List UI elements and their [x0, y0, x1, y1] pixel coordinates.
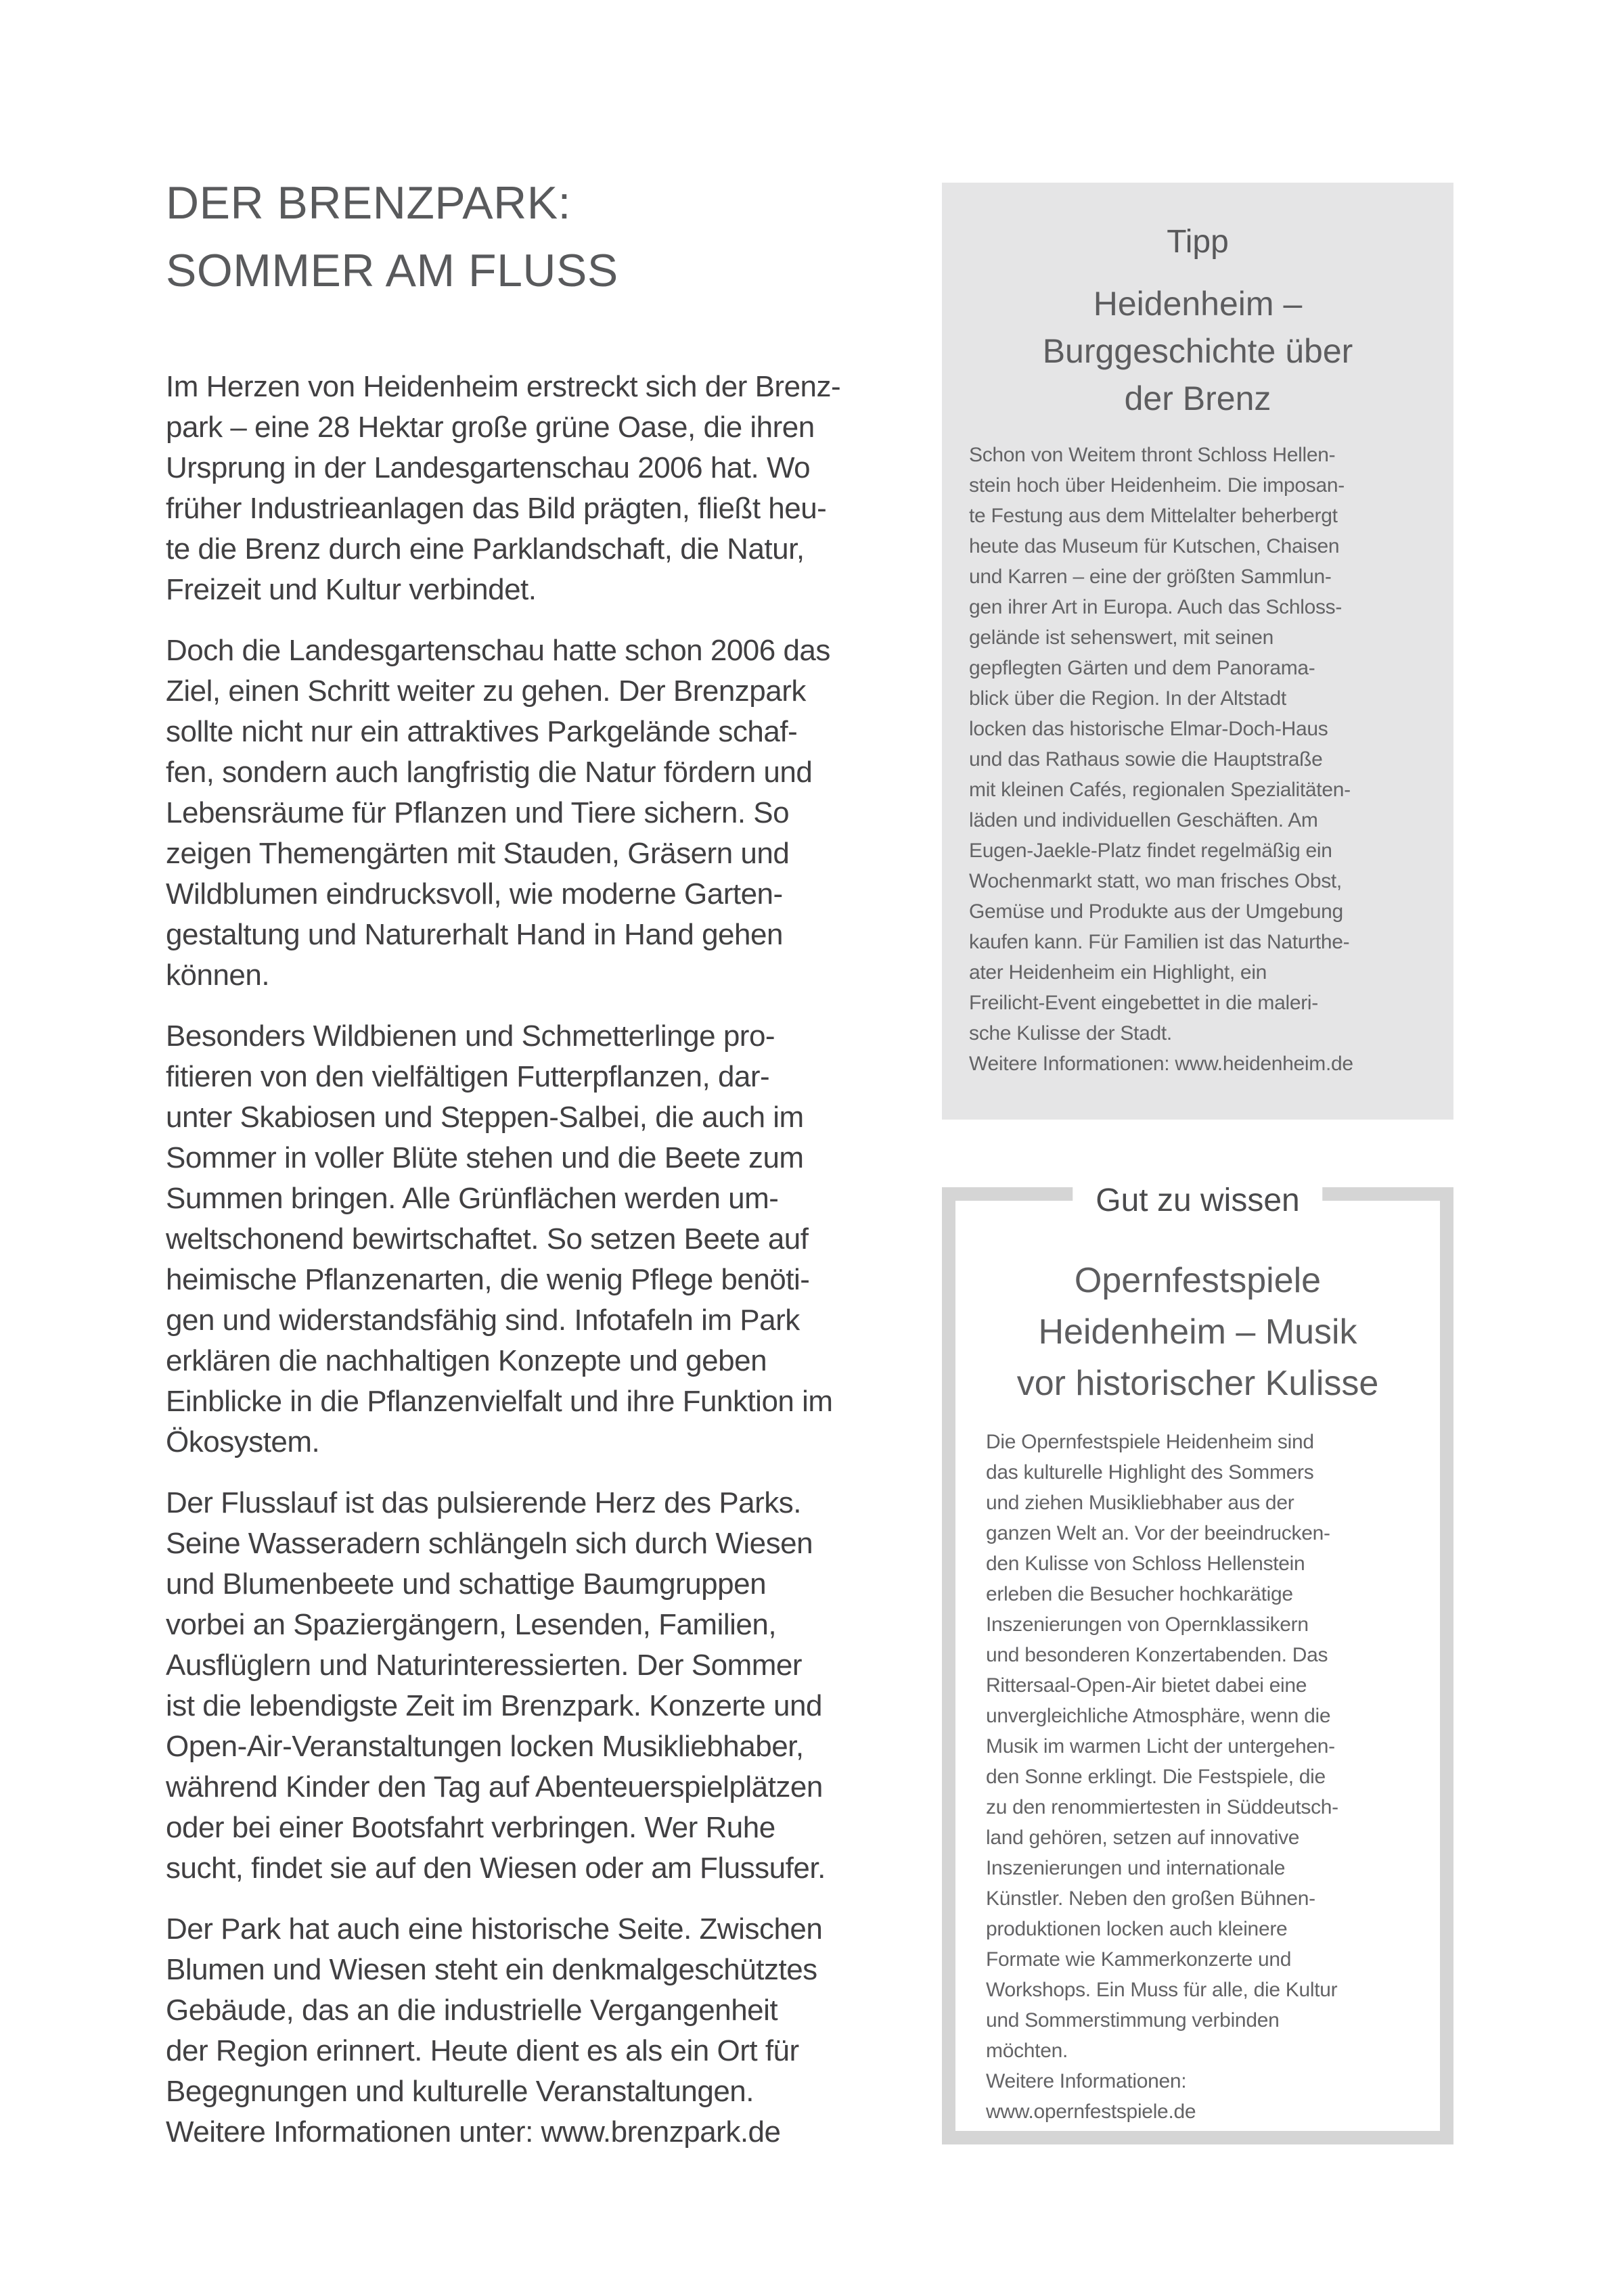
text-line: Freizeit und Kultur verbindet. — [166, 573, 537, 606]
text-line: möchten. — [986, 2040, 1068, 2062]
text-line: der Region erinnert. Heute dient es als ein Ort für — [166, 2034, 799, 2067]
text-line: sollte nicht nur ein attraktives Parkgelände schaf- — [166, 715, 798, 748]
text-line: Seine Wasseradern schlängeln sich durch Wiesen — [166, 1527, 813, 1560]
text-line: Eugen-Jaekle-Platz findet regelmäßig ein — [969, 840, 1332, 862]
text-line: Workshops. Ein Muss für alle, die Kultur — [986, 1979, 1338, 2001]
tip-box-body — [969, 440, 1426, 1079]
text-line: Besonders Wildbienen und Schmetterlinge pro- — [166, 1019, 775, 1053]
paragraph — [166, 630, 954, 996]
text-line: Wochenmarkt statt, wo man frisches Obst, — [969, 870, 1342, 892]
text-line: SOMMER AM FLUSS — [166, 245, 618, 296]
text-line: Open-Air-Veranstaltungen locken Musikliebhaber, — [166, 1730, 804, 1763]
text-line: Formate wie Kammerkonzerte und — [986, 1948, 1292, 1971]
text-line: sche Kulisse der Stadt. — [969, 1022, 1172, 1044]
text-line: Freilicht-Event eingebettet in die maleri- — [969, 992, 1318, 1014]
text-line: unter Skabiosen und Steppen-Salbei, die auch im — [166, 1101, 804, 1134]
text-line: gestaltung und Naturerhalt Hand in Hand gehen — [166, 918, 783, 951]
text-line: Ökosystem. — [166, 1425, 320, 1459]
text-line: Ausflüglern und Naturinteressierten. Der Sommer — [166, 1649, 803, 1682]
text-line: den Kulisse von Schloss Hellenstein — [986, 1553, 1305, 1575]
text-line: und Sommerstimmung verbinden — [986, 2009, 1280, 2031]
text-line: Heidenheim – Musik — [1038, 1312, 1357, 1352]
text-line: produktionen locken auch kleinere — [986, 1918, 1288, 1940]
text-line: DER BRENZPARK: — [166, 177, 571, 229]
text-line: früher Industrieanlagen das Bild prägten, fließt heu- — [166, 492, 827, 525]
text-line: unvergleichliche Atmosphäre, wenn die — [986, 1705, 1331, 1727]
text-line: und Karren – eine der größten Sammlun- — [969, 566, 1332, 588]
paragraph — [166, 1483, 954, 1889]
text-line: Die Opernfestspiele Heidenheim sind — [986, 1431, 1314, 1453]
text-line: Rittersaal-Open-Air bietet dabei eine — [986, 1674, 1307, 1697]
text-line: ist die lebendigste Zeit im Brenzpark. Konzerte und — [166, 1689, 822, 1722]
text-line: der Brenz — [1124, 380, 1271, 417]
text-line: Begegnungen und kulturelle Veranstaltungen. — [166, 2075, 754, 2108]
info-box-label: Gut zu wissen — [1073, 1175, 1322, 1226]
text-line: Musik im warmen Licht der untergehen- — [986, 1735, 1335, 1758]
text-line: Ziel, einen Schritt weiter zu gehen. Der Brenzpark — [166, 674, 806, 708]
text-line: gelände ist sehenswert, mit seinen — [969, 626, 1274, 649]
paragraph — [166, 1016, 954, 1463]
article-title — [166, 169, 954, 304]
text-line: erklären die nachhaltigen Konzepte und geben — [166, 1344, 767, 1377]
text-line: und Blumenbeete und schattige Baumgruppen — [166, 1567, 767, 1601]
text-line: heimische Pflanzenarten, die wenig Pflege benöti- — [166, 1263, 810, 1296]
text-line: Opernfestspiele — [1074, 1261, 1322, 1300]
text-line: während Kinder den Tag auf Abenteuerspielplätzen — [166, 1770, 823, 1804]
text-line: heute das Museum für Kutschen, Chaisen — [969, 535, 1340, 557]
text-line: Schon von Weitem thront Schloss Hellen- — [969, 444, 1336, 466]
text-line: te die Brenz durch eine Parklandschaft, die Natur, — [166, 532, 805, 566]
text-line: Sommer in voller Blüte stehen und die Beete zum — [166, 1141, 804, 1174]
text-line: den Sonne erklingt. Die Festspiele, die — [986, 1766, 1326, 1788]
paragraph — [166, 367, 954, 610]
text-line: weltschonend bewirtschaftet. So setzen Beete auf — [166, 1222, 809, 1256]
text-line: Einblicke in die Pflanzenvielfalt und ihre Funktion im — [166, 1385, 833, 1418]
text-line: blick über die Region. In der Altstadt — [969, 687, 1286, 710]
text-line: Burggeschichte über — [1042, 332, 1353, 370]
text-line: ganzen Welt an. Vor der beeindrucken- — [986, 1522, 1330, 1544]
text-line: gen und widerstandsfähig sind. Infotafeln im Park — [166, 1304, 800, 1337]
text-line: zeigen Themengärten mit Stauden, Gräsern und — [166, 837, 790, 870]
text-line: Wildblumen eindrucksvoll, wie moderne Garten- — [166, 877, 783, 911]
text-line: locken das historische Elmar-Doch-Haus — [969, 718, 1328, 740]
text-line: sucht, findet sie auf den Wiesen oder am Flussufer. — [166, 1852, 826, 1885]
paragraph — [166, 1909, 954, 2153]
text-line: vorbei an Spaziergängern, Lesenden, Familien, — [166, 1608, 777, 1641]
text-line: und ziehen Musikliebhaber aus der — [986, 1492, 1294, 1514]
text-line: und besonderen Konzertabenden. Das — [986, 1644, 1328, 1666]
text-line: fitieren von den vielfältigen Futterpflanzen, dar- — [166, 1060, 770, 1093]
text-line: Weitere Informationen: www.heidenheim.de — [969, 1053, 1353, 1075]
text-line: Blumen und Wiesen steht ein denkmalgeschütztes — [166, 1953, 817, 1986]
text-line: Heidenheim – — [1093, 285, 1303, 323]
text-line: Künstler. Neben den großen Bühnen- — [986, 1887, 1315, 1910]
text-line: Weitere Informationen unter: www.brenzpark.de — [166, 2115, 781, 2149]
tip-box — [942, 183, 1453, 1120]
text-line: Gebäude, das an die industrielle Vergangenheit — [166, 1994, 778, 2027]
text-line: Der Park hat auch eine historische Seite. Zwischen — [166, 1912, 823, 1946]
text-line: fen, sondern auch langfristig die Natur fördern und — [166, 756, 813, 789]
info-box — [942, 1183, 1453, 2144]
text-line: kaufen kann. Für Familien ist das Naturthe- — [969, 931, 1350, 953]
text-line: Inszenierungen von Opernklassikern — [986, 1613, 1309, 1636]
info-box-heading — [986, 1255, 1409, 1409]
text-line: oder bei einer Bootsfahrt verbringen. Wer Ruhe — [166, 1811, 775, 1844]
tip-box-heading — [969, 280, 1426, 422]
text-line: vor historischer Kulisse — [1016, 1364, 1379, 1403]
text-line: Doch die Landesgartenschau hatte schon 2006 das — [166, 634, 830, 667]
text-line: das kulturelle Highlight des Sommers — [986, 1461, 1314, 1484]
info-box-body — [986, 1427, 1409, 2127]
text-line: Summen bringen. Alle Grünflächen werden um- — [166, 1182, 779, 1215]
tip-box-kicker: Tipp — [1167, 224, 1229, 260]
text-line: erleben die Besucher hochkarätige — [986, 1583, 1293, 1605]
text-line: Im Herzen von Heidenheim erstreckt sich der Brenz- — [166, 370, 841, 403]
text-line: park – eine 28 Hektar große grüne Oase, die ihren — [166, 411, 815, 444]
article-column — [166, 169, 954, 2173]
text-line: Gemüse und Produkte aus der Umgebung — [969, 900, 1343, 923]
text-line: Weitere Informationen: — [986, 2070, 1187, 2092]
text-line: können. — [166, 959, 270, 992]
text-line: läden und individuellen Geschäften. Am — [969, 809, 1318, 831]
text-line: Der Flusslauf ist das pulsierende Herz des Parks. — [166, 1486, 802, 1519]
text-line: Lebensräume für Pflanzen und Tiere sichern. So — [166, 796, 790, 829]
text-line: Inszenierungen und internationale — [986, 1857, 1286, 1879]
text-line: ater Heidenheim ein Highlight, ein — [969, 961, 1267, 984]
text-line: Ursprung in der Landesgartenschau 2006 hat. Wo — [166, 451, 811, 484]
text-line: www.opernfestspiele.de — [986, 2100, 1196, 2123]
text-line: mit kleinen Cafés, regionalen Spezialitäten- — [969, 779, 1351, 801]
text-line: gepflegten Gärten und dem Panorama- — [969, 657, 1315, 679]
text-line: zu den renommiertesten in Süddeutsch- — [986, 1796, 1338, 1818]
text-line: stein hoch über Heidenheim. Die imposan- — [969, 474, 1345, 497]
text-line: und das Rathaus sowie die Hauptstraße — [969, 748, 1323, 771]
article-body — [166, 367, 954, 2153]
text-line: land gehören, setzen auf innovative — [986, 1827, 1300, 1849]
text-line: gen ihrer Art in Europa. Auch das Schloss- — [969, 596, 1343, 618]
text-line: te Festung aus dem Mittelalter beherbergt — [969, 505, 1338, 527]
